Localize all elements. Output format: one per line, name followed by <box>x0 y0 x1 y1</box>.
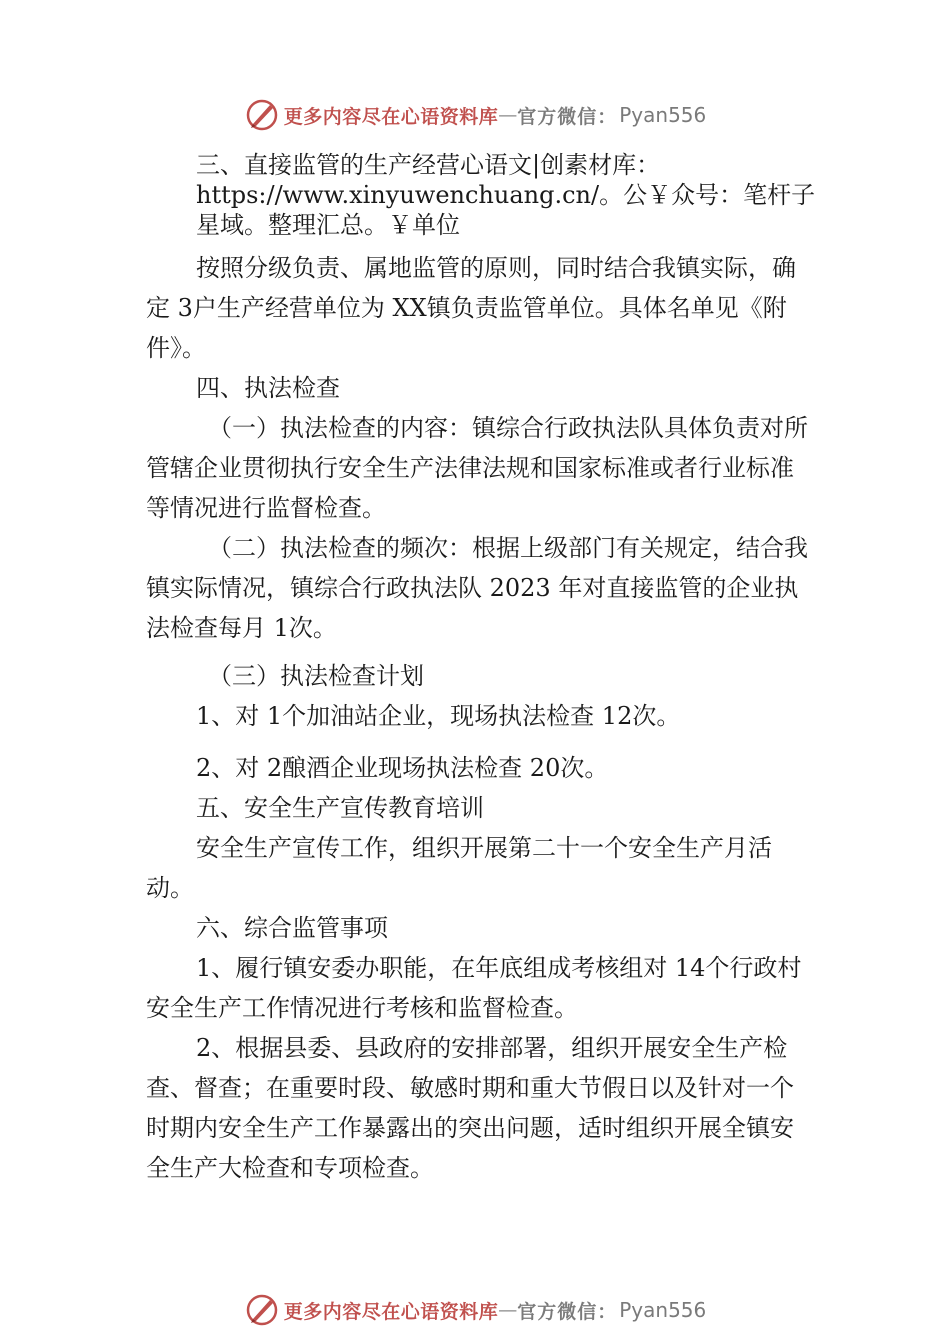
watermark-dash: — <box>498 1299 518 1321</box>
list-item: 1、履行镇安委办职能，在年底组成考核组对 14个行政村安全生产工作情况进行考核和监督检查。 <box>146 954 802 1022</box>
paragraph: （二）执法检查的频次：根据上级部门有关规定，结合我镇实际情况，镇综合行政执法队 2023 年对直接监管的企业执法检查每月 1次。 <box>146 534 808 642</box>
section-heading-5: 五、安全生产宣传教育培训 <box>196 794 484 822</box>
list-item: 2、根据县委、县政府的安排部署，组织开展安全生产检查、督查；在重要时段、敏感时期和重大节假日以及针对一个时期内安全生产工作暴露出的突出问题，适时组织开展全镇安全生产大检查和专项检查。 <box>146 1034 794 1182</box>
section-heading-3: 三、直接监管的生产经营心语文|创素材库：https://www.xinyuwenchuang.cn/。公￥众号：笔杆子星域。整理汇总。￥单位 <box>196 151 816 239</box>
paragraph: 安全生产宣传工作，组织开展第二十一个安全生产月活动。 <box>146 834 772 902</box>
section-heading-6: 六、综合监管事项 <box>196 914 388 942</box>
document-body <box>146 150 816 1188</box>
watermark-label: 官方微信： <box>517 1300 618 1323</box>
quill-logo-icon <box>244 97 280 133</box>
quill-logo-icon <box>244 1292 280 1328</box>
footer-watermark <box>0 1290 950 1330</box>
watermark-main-text: 更多内容尽在心语资料库 <box>283 1300 499 1323</box>
list-item: 1、对 1个加油站企业，现场执法检查 12次。 <box>196 702 681 730</box>
watermark-main-text: 更多内容尽在心语资料库 <box>283 105 499 128</box>
header-watermark <box>0 95 950 135</box>
paragraph: 按照分级负责、属地监管的原则，同时结合我镇实际，确定 3户生产经营单位为 XX镇负责监管单位。具体名单见《附件》。 <box>146 254 796 362</box>
paragraph: （一）执法检查的内容：镇综合行政执法队具体负责对所管辖企业贯彻执行安全生产法律法规和国家标准或者行业标准等情况进行监督检查。 <box>146 414 808 522</box>
watermark-label: 官方微信： <box>517 105 618 128</box>
subheading: （三）执法检查计划 <box>208 662 424 690</box>
watermark-id: Pyan556 <box>619 1298 707 1322</box>
watermark-dash: — <box>498 104 518 126</box>
list-item: 2、对 2酿酒企业现场执法检查 20次。 <box>196 754 609 782</box>
section-heading-4: 四、执法检查 <box>196 374 340 402</box>
watermark-id: Pyan556 <box>619 103 707 127</box>
